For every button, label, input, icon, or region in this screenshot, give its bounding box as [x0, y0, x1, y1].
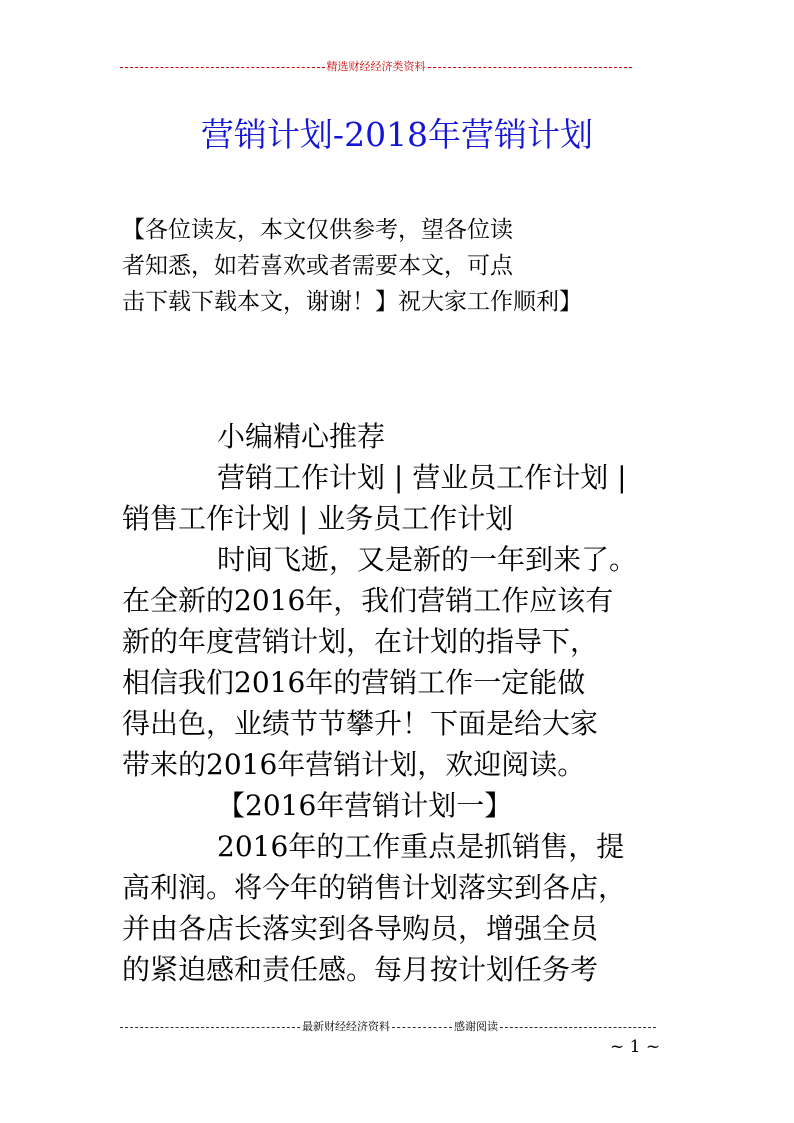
- notice-line: 者知悉，如若喜欢或者需要本文，可点: [122, 253, 513, 279]
- page-number: ~ 1 ~: [610, 1037, 661, 1057]
- page-header: [120, 61, 632, 73]
- footer-dash-left: [120, 1027, 300, 1028]
- paragraph-line: 并由各店长落实到各导购员，增强全员: [122, 912, 599, 945]
- paragraph-line: 高利润。将今年的销售计划落实到各店，: [122, 871, 627, 904]
- header-dash-left: [120, 67, 325, 68]
- footer-left-label: 最新财经经济资料: [302, 1020, 390, 1033]
- document-body: [122, 416, 682, 990]
- notice-line: 击下载下载本文，谢谢！】祝大家工作顺利】: [122, 289, 582, 315]
- reader-notice: [122, 212, 662, 320]
- notice-line: 【各位读友，本文仅供参考，望各位读: [122, 217, 513, 243]
- paragraph-line: 得出色，业绩节节攀升！下面是给大家: [122, 707, 599, 740]
- header-label: 精选财经经济类资料: [326, 60, 426, 73]
- page-footer: [120, 1021, 656, 1033]
- paragraph-line: 相信我们2016年的营销工作一定能做: [122, 666, 586, 699]
- document-title: 营销计划-2018年营销计划: [200, 115, 594, 154]
- footer-dash-middle: [392, 1027, 452, 1028]
- section-heading: 【2016年营销计划一】: [217, 789, 513, 822]
- paragraph-line: 2016年的工作重点是抓销售，提: [217, 830, 625, 863]
- footer-dash-right: [500, 1027, 656, 1028]
- paragraph-line: 的紧迫感和责任感。每月按计划任务考: [122, 953, 599, 986]
- paragraph-line: 带来的2016年营销计划，欢迎阅读。: [122, 748, 586, 781]
- paragraph-line: 在全新的2016年，我们营销工作应该有: [122, 584, 614, 617]
- paragraph-line: 时间飞逝，又是新的一年到来了。: [217, 543, 638, 576]
- paragraph-line: 新的年度营销计划，在计划的指导下，: [122, 625, 599, 658]
- recommend-heading: 小编精心推荐: [217, 420, 386, 453]
- header-dash-right: [428, 67, 633, 68]
- recommend-links-line: 营销工作计划 | 营业员工作计划 |: [217, 461, 627, 494]
- recommend-links-line: 销售工作计划 | 业务员工作计划: [122, 502, 514, 535]
- footer-right-label: 感谢阅读: [454, 1020, 498, 1033]
